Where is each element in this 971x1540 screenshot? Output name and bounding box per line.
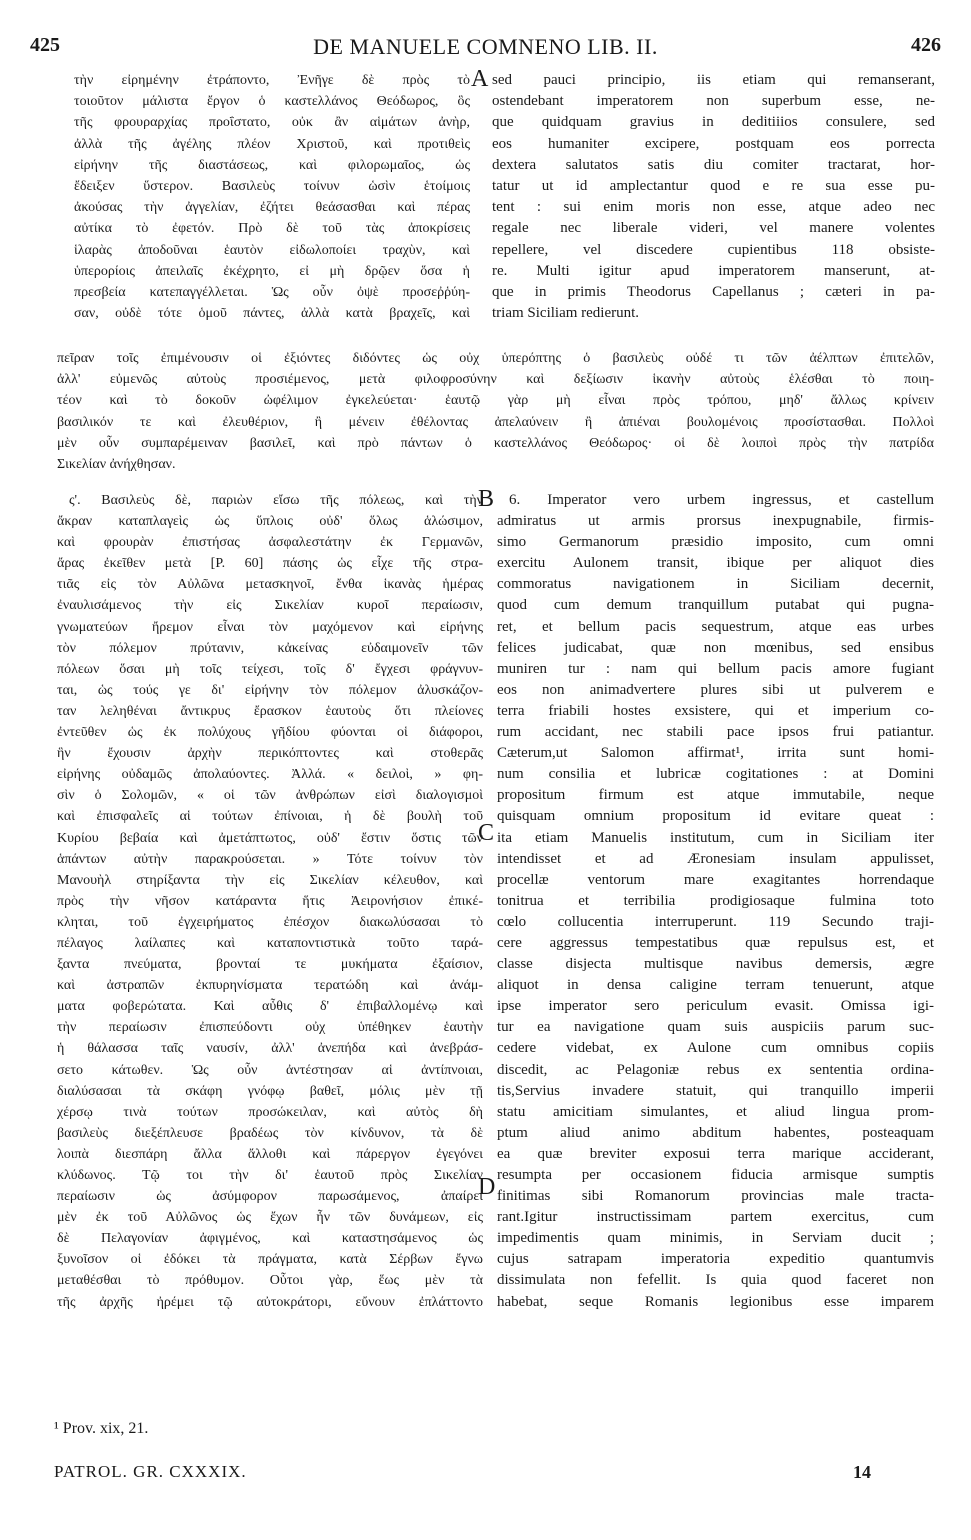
greek-bottom-line: τὸν πόλεμον πρύτανιν, κἀκείνας εὐδαιμονεῖν τῶν <box>57 640 483 656</box>
page-number-left: 425 <box>30 34 60 56</box>
latin-bottom-line: quod cum demum tranquillum putabat qui pugna- <box>497 597 934 614</box>
latin-bottom-line: rum accidant, nec stabili pace ipsos frui patiantur. <box>497 724 934 741</box>
greek-bottom-line: ἄκραν καταπλαγεὶς ὡς ὕπλοις οὐδ' ὅλως ἁλώσιμον, <box>57 514 483 530</box>
greek-top-line: τοιοῦτον μάλιστα ἔργον ὁ καστελλάνος Θεόδωρος, ὃς <box>74 94 470 110</box>
greek-bottom-line: ξυνοῖσον οἱ ἐδόκει τὰ πράγματα, κατὰ Σέρβων ἔγνω <box>57 1252 483 1268</box>
greek-bottom-line: σετο κάτωθεν. Ὡς οὖν ἀντέστησαν αἱ ἀντίπνοιαι, <box>57 1062 483 1078</box>
greek-bottom-line: ἁπάντων αὐτὴν παρακρούσεται. » Τότε τοίνυν τὸν <box>57 851 483 867</box>
latin-top-line: que quidquam gravius in deditiiios consulere, sed <box>492 114 935 131</box>
latin-top-line: sed pauci principio, iis etiam qui remanserant, <box>492 72 935 88</box>
latin-bottom-line: 6. Imperator vero urbem ingressus, et castellum <box>509 492 934 508</box>
latin-top-line: triam Siciliam redierunt. <box>492 305 640 322</box>
latin-bottom-line: quisquam omnium propositum id evitare queat : <box>497 808 934 825</box>
latin-bottom-line: Cæterum,ut Salomon affirmat¹, irrita sunt homi- <box>497 745 934 762</box>
latin-bottom-line: tur ea navigatione quam suis auspiciis parum suc- <box>497 1019 934 1036</box>
volume-signature: PATROL. GR. CXXXIX. <box>54 1462 247 1481</box>
greek-bottom-line: τιᾶς εἰς τὸν Αὐλῶνα μετασκηνοῖ, ἔνθα ἱκανὰς ἡμέρας <box>57 577 483 593</box>
greek-bottom-line: κλύδωνος. Τῷ τοι τὴν δι' ἑαυτοῦ πρὸς Σικελίαν <box>57 1168 483 1183</box>
greek-bottom-line: ταν λεληθέναι ἄντικρυς ἔρασκον ἑαυτοὺς ὅτι πλείονες <box>57 703 483 719</box>
latin-top-line: que in primis Theodorus Capellanus ; cæteri in pa- <box>492 284 935 301</box>
greek-bottom-line: τῆς ἀρχῆς ἠρέμει τῷ αὐτοκράτορι, εὔνουν ἐπλάττοντο <box>57 1294 483 1310</box>
latin-bottom-line: finitimas sibi Romanorum provincias male tracta- <box>497 1188 934 1205</box>
greek-bottom-line: ἐναυλισάμενος τὴν εἰς Σικελίαν κυροῖ περαίωσιν, <box>57 598 483 614</box>
greek-bottom-line: ς'. Βασιλεὺς δὲ, παριὼν εἴσω τῆς πόλεως, καὶ τὴν <box>69 493 483 508</box>
latin-bottom-line: felices judicabat, quæ non mœnibus, sed ensibus <box>497 639 934 656</box>
latin-bottom-line: num consilia et lubricæ cogitationes : at Domini <box>497 766 934 783</box>
latin-bottom-line: cere aggressus tempestatibus quæ repulsus est, et <box>497 934 934 951</box>
greek-top-line: αὐτίκα τὸ ἐφετόν. Πρὸ δὲ τοῦ τὰς ἀποκρίσεις <box>74 221 470 237</box>
latin-top-line: tatur ut id amplectantur quod e re sua esse pu- <box>492 178 935 195</box>
greek-bottom-line: Μανουὴλ στηρίξαντα τὴν εἰς Σικελίαν κέλευθον, καὶ <box>57 872 483 888</box>
greek-bottom-line: ἄρας ἐκεῖθεν μετὰ [P. 60] πάσης ὡς εἶχε τῆς στρα- <box>57 556 483 572</box>
latin-bottom-line: procellæ ventorum mare exagitantes horrendaque <box>497 871 934 888</box>
margin-marker-d: D <box>478 1174 496 1200</box>
greek-bottom-line: ἡ θάλασσα ταῖς ναυσίν, ἀλλ' ἀνεπήδα καὶ ἀνεβράσ- <box>57 1041 483 1057</box>
latin-top-line: dextera salutatos satis diu comiter tractarat, hor- <box>492 156 935 173</box>
greek-top-line: τῆς φρουραρχίας προΐστατο, οὐκ ἂν αἱμάτων ἀνὴρ, <box>74 115 470 131</box>
greek-bottom-line: ἐντεῦθεν ὡς ἐκ πολύχους γῆδίου φύονται οἱ διάφοροι, <box>57 725 483 741</box>
greek-bottom-line: περαίωσιν ὡς ἀσύμφορον παρωσάμενος, ἀπαίρει <box>57 1189 483 1205</box>
greek-top-line: ἔδειξεν ὕστερον. Βασιλεὺς τοίνυν ὡσὶν ἑτοίμοις <box>74 179 470 195</box>
latin-bottom-line: exercitu Aulonem transit, ibique per aliquot dies <box>497 555 934 572</box>
greek-top-line: εἰρήνην τῆς διαστάσεως, καὶ φιλορωμαῖος, ὡς <box>74 157 470 173</box>
latin-bottom-line: tis,Servius invadere statuit, qui tranquillo imperii <box>497 1082 934 1099</box>
greek-full-line: Σικελίαν ἀνήχθησαν. <box>57 457 176 473</box>
greek-bottom-line: εἰρήνης οὐδαμῶς ἀπολαύοντες. Ἀλλά. « δειλοὶ, » φη- <box>57 767 483 783</box>
greek-full-line: πεῖραν τοῖς ἐπιμένουσιν οἱ ἐξιόντες διδόντες ὡς οὐχ ὑπερόπτης ὁ βασιλεὺς οὐδέ τι τῶν ἀέλπτων ἐπιτελῶν, <box>57 351 934 366</box>
latin-bottom-line: ptum aliud animo abditum habentes, posteaquam <box>497 1124 934 1141</box>
latin-bottom-line: ipse imperator sero periculum evasit. Omissa igi- <box>497 998 934 1015</box>
greek-bottom-line: χέρσῳ τινὰ τούτων προσώκειλαν, καὶ αὐτὸς δὴ <box>57 1104 483 1120</box>
latin-top-line: repellere, vel discedere cupientibus 118 obsiste- <box>492 241 935 258</box>
greek-bottom-line: πόλεων ὅσαι μὴ τοῖς τείχεσι, τοῖς δ' ἔγχεσι φράγνυν- <box>57 661 483 677</box>
greek-top-line: ἀκούσας τὴν ἀγγελίαν, ἐζήτει θεάσασθαι καὶ πέρας <box>74 200 470 216</box>
latin-bottom-line: cœlo collucentia interruperunt. 119 Secundo traji- <box>497 913 934 930</box>
latin-top-line: regale nec liberale videri, vel manere volentes <box>492 220 935 237</box>
greek-full-line: μὲν οὖν συμπαρέμειναν βασιλεῖ, καὶ πρὸ πάντων ὁ καστελλάνος Θεόδωρος· οἱ δὲ λοιποὶ πρὸς τὴν πατρίδα <box>57 435 934 451</box>
greek-bottom-line: ματα φοβερώτατα. Καὶ αὖθις δ' ἐπιβαλλομένῳ καὶ <box>57 999 483 1015</box>
greek-bottom-line: πέλαγος λαίλαπες καὶ καταποντιστικὰ τοῦτο ταρά- <box>57 935 483 951</box>
greek-bottom-line: ται, ὡς τούς γε δι' εἰρήνην τὸν πόλεμον ἀλυσκάζον- <box>57 682 483 698</box>
running-title: DE MANUELE COMNENO LIB. II. <box>313 34 658 59</box>
latin-bottom-line: cujus satrapam imperatoria expeditio quantumvis <box>497 1251 934 1268</box>
latin-bottom-line: commoratus navigationem in Siciliam decernit, <box>497 576 934 593</box>
greek-full-line: ἀλλ' εὐμενῶς αὐτοὺς προσιέμενος, μετὰ φιλοφροσύνην καὶ δεξίωσιν ἱκανὴν αὐτοὺς ἑλέσθαι τὸ ποιη- <box>57 372 934 388</box>
greek-full-line: βασιλικόν τε καὶ ἐλευθέριον, ἢ μένειν ἐθέλοντας ἀπελαύνειν ἢ ἀπιέναι βουλομένοις προσίστασθαι. Πολλοὶ <box>57 414 934 430</box>
greek-bottom-line: διαλύσασαι τὰ σκάφη γνόφῳ βαθεῖ, μόλις μὲν τῇ <box>57 1083 483 1099</box>
greek-bottom-line: καὶ φρουρὰν ἐπιστήσας ἀσφαλεστάτην ἐκ Γερμανῶν, <box>57 535 483 551</box>
latin-bottom-line: ea quæ breviter exposui terra marique acciderant, <box>497 1145 934 1162</box>
greek-full-width-block <box>57 348 934 475</box>
latin-column-bottom <box>497 490 934 1313</box>
greek-bottom-line: σὶν ὁ Σολομῶν, « οἱ τῶν ἀνθρώπων εἰσὶ διαλογισμοὶ <box>57 788 483 804</box>
greek-bottom-line: ἣν ἔχουσιν ἀρχὴν περικόπτοντες καὶ στοθερᾶς <box>57 746 483 762</box>
greek-bottom-line: γνωματεύων ἤρεμον εἶναι τὸν μαχόμενον καὶ εἰρήνης <box>57 619 483 635</box>
page-number-right: 426 <box>911 34 941 56</box>
greek-bottom-line: βασιλεὺς διεξέπλευσε βραδέως τὸν κίνδυνον, τὰ δὲ <box>57 1125 483 1141</box>
latin-bottom-line: resumpta per occasionem fiducia armisque sumptis <box>497 1167 934 1183</box>
latin-bottom-line: intendisset et ad Æronesiam insulam appulisset, <box>497 850 934 867</box>
greek-bottom-line: μεταθέσθαι τὸ πρόθυμον. Οὗτοι γὰρ, ἕως μὲν τὰ <box>57 1273 483 1289</box>
greek-bottom-line: τὴν περαίωσιν ἐπισπεύδοντι οὐχ ὑπέθηκεν ἑαυτὴν <box>57 1020 483 1036</box>
latin-bottom-line: ita etiam Manuelis institutum, cum in Siciliam iter <box>497 829 934 846</box>
margin-marker-b: B <box>478 486 495 512</box>
latin-bottom-line: ret, et bellum pacis sequestrum, atque eas urbes <box>497 618 934 635</box>
margin-marker-c: C <box>478 820 495 846</box>
greek-column-top <box>74 70 470 324</box>
page-header <box>30 34 941 64</box>
greek-bottom-line: κληται, τοῦ ἐγχειρήματος ἐπέσχον διακωλύσασαι τὸ <box>57 914 483 930</box>
latin-bottom-line: classe disjecta multisque navibus demersis, ægre <box>497 956 934 973</box>
latin-top-line: re. Multi igitur apud imperatorem manserunt, at- <box>492 262 935 279</box>
latin-bottom-line: aliquot in densa caligine terram tenuerunt, atque <box>497 977 934 994</box>
greek-full-line: τέον καὶ τὸ δοκοῦν ὠφέλιμον ἐγκελεύεται· ἑαυτῷ γὰρ μὴ εἶναι πρὸς τρόπου, μηδ' ἄλλως κρίνειν <box>57 393 934 409</box>
latin-bottom-line: propositum firmum est atque immutabile, neque <box>497 787 934 804</box>
latin-bottom-line: discedit, ac Pelagoniæ rebus ex sententia ordina- <box>497 1061 934 1078</box>
latin-bottom-line: statu amicitiam simulantes, et aliud lingua prom- <box>497 1103 934 1120</box>
greek-bottom-line: Κυρίου βεβαία καὶ ἀμετάπτωτος, οὐδ' ἔστιν ὅστις τῶν <box>57 830 483 846</box>
latin-bottom-line: habebat, seque Romanis legionibus esse imparem <box>497 1293 934 1310</box>
greek-top-line: σαν, οὐδὲ τότε ὁμοῦ πάντες, ἀλλὰ κατὰ βραχεῖς, καὶ <box>74 306 470 322</box>
latin-column-top <box>492 70 935 324</box>
latin-bottom-line: eos non animadvertere plures sibi ut pulverem e <box>497 681 934 698</box>
latin-top-line: eos humaniter excipere, postquam eos porrecta <box>492 135 935 152</box>
latin-top-line: tent : sui enim moris non esse, atque adeo nec <box>492 199 935 216</box>
greek-bottom-line: λοιπὰ διεσπάρη ἄλλα ἄλλοθι καὶ πάρεργον ἐγεγόνει <box>57 1146 483 1162</box>
latin-bottom-line: admiratus ut armis prorsus inexpugnabile, firmis- <box>497 513 934 530</box>
latin-bottom-line: rant.Igitur instructissimam partem exercitus, cum <box>497 1209 934 1226</box>
greek-column-bottom <box>57 490 483 1313</box>
latin-top-line: ostendebant imperatorem non superbum esse, ne- <box>492 93 935 110</box>
latin-bottom-line: simo Germanorum præsidio imposito, cum omni <box>497 534 934 551</box>
footnote: ¹ Prov. xix, 21. <box>54 1420 149 1437</box>
sheet-number: 14 <box>853 1462 871 1482</box>
greek-top-line: ὑπερορίοις ἀπειλαῖς ἐκέχρητο, εἰ μὴ δρῷεν ὅσα ἡ <box>74 263 470 279</box>
greek-bottom-line: καὶ ἀστραπῶν ἐκπυρηνίσματα τερατώδη καὶ ἀνάμ- <box>57 978 483 994</box>
greek-top-line: τὴν εἰρημένην ἐτράποντο, Ἐνῆγε δὲ πρὸς τὸ <box>74 73 470 88</box>
greek-bottom-line: πρὸς τὴν νῆσον κατάραντα ἥτις Ἀειρονήσιον ἐπικέ- <box>57 893 483 909</box>
latin-bottom-line: muniren tur : nam qui bellum pacis amore fugiant <box>497 660 934 677</box>
latin-bottom-line: tonitrua et terribilia prodigiosaque fulmina toto <box>497 892 934 909</box>
greek-bottom-line: ξαντα πνεύματα, βρονταί τε μυκήματα ἐξαίσιον, <box>57 957 483 973</box>
greek-top-line: ἱλαρὰς ἀποδοῦναι ἑαυτὸν εἰδωλοποίει τραχὺν, καὶ <box>74 242 470 258</box>
greek-bottom-line: καὶ ἐπισφαλεῖς αἱ τούτων ἐπίνοιαι, ἡ δὲ βουλὴ τοῦ <box>57 809 483 825</box>
latin-bottom-line: impedimentis quam minimis, in Serviam ducit ; <box>497 1230 934 1247</box>
latin-bottom-line: terra friabili hostes exsistere, qui et imperium co- <box>497 702 934 719</box>
greek-bottom-line: δὲ Πελαγονίαν ἀφιγμένος, καὶ καταστησάμενος ὡς <box>57 1231 483 1247</box>
greek-bottom-line: μὲν ἐκ τοῦ Αὐλῶνος ὡς ἔχων ἦν τῶν δυνάμεων, εἰς <box>57 1210 483 1226</box>
latin-bottom-line: dissimulata non fefellit. Is quia quod faceret non <box>497 1272 934 1289</box>
greek-top-line: πρεσβεία κατεπαγγέλλεται. Ὡς οὖν ὀψὲ προσεῤῥύη- <box>74 285 470 301</box>
latin-bottom-line: cedere videbat, ex Aulone cum omnibus copiis <box>497 1040 934 1057</box>
margin-marker-a: A <box>471 66 489 92</box>
greek-top-line: ἀλλὰ τῆς ἀγέλης πλέον Χριστοῦ, καὶ προτιθεὶς <box>74 136 470 152</box>
